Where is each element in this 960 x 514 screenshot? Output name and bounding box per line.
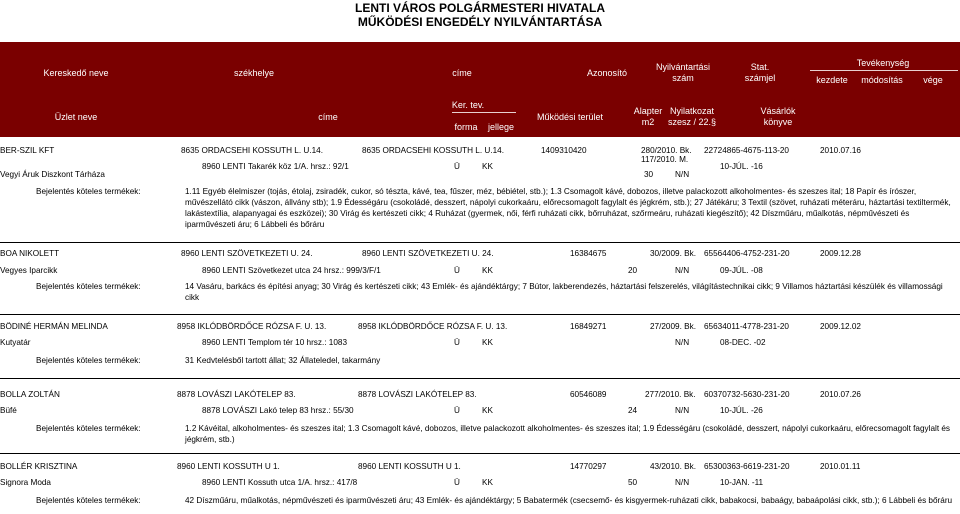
szekhely: 8958 IKLÓDBÖRDŐCE RÓZSA F. U. 13. <box>177 322 327 331</box>
kezdete: 2010.07.26 <box>820 390 861 399</box>
azonosito: 16384675 <box>570 249 607 258</box>
stat-szamjel: 60370732-5630-231-20 <box>704 390 790 399</box>
vasarlok-konyve: 10-JÚL. -26 <box>720 406 763 415</box>
kereskedo-name: BOLLA ZOLTÁN <box>0 390 60 399</box>
vasarlok-konyve: 09-JÚL. -08 <box>720 266 763 275</box>
vasarlok-konyve: 10-JAN. -11 <box>720 478 764 487</box>
cim: 8635 ORDACSEHI KOSSUTH L. U.14. <box>362 146 504 155</box>
cim: 8960 LENTI SZÖVETKEZETI U. 24. <box>362 249 494 258</box>
stat-szamjel: 65300363-6619-231-20 <box>704 462 790 471</box>
nyilv-szam: 280/2010. Bk. <box>641 146 692 155</box>
termekek-text: 42 Díszműáru, műalkotás, népművészeti és iparművészeti áru; 43 Emlék- és ajándéktárgy; 5 Babatermék (csecsemő- és kisgyermek-ruházati cikk, babakocsi, babaágy, babaápolási cikk, stb.); 6 Lábbeli és bőráru <box>185 496 953 505</box>
nyilv-szam: 43/2010. Bk. <box>650 462 696 471</box>
vasarlok-konyve: 10-JÚL. -16 <box>720 162 763 171</box>
uzlet-cim: 8960 LENTI Takarék köz 1/A. hrsz.: 92/1 <box>202 162 349 171</box>
stat-szamjel: 65634011-4778-231-20 <box>704 322 789 331</box>
azonosito: 60546089 <box>570 390 607 399</box>
col-nyilatkozat: Nyilatkozat <box>669 106 715 116</box>
page-title: LENTI VÁROS POLGÁRMESTERI HIVATALA <box>354 1 605 15</box>
col-jellege: jellege <box>487 122 515 132</box>
jelleg: KK <box>482 338 493 347</box>
col-vasarlok-konyve: könyve <box>763 117 793 127</box>
kezdete: 2009.12.28 <box>820 249 861 258</box>
bejelentes-label: Bejelentés köteles termékek: <box>36 282 141 291</box>
page-subtitle: MŰKÖDÉSI ENGEDÉLY NYILVÁNTARTÁSA <box>357 15 603 29</box>
uzlet-cim: 8960 LENTI Kossuth utca 1/A. hrsz.: 417/8 <box>202 478 358 487</box>
nyilv-szam: 30/2009. Bk. <box>650 249 696 258</box>
record-divider <box>0 453 960 454</box>
record-divider <box>0 378 960 379</box>
col-vege: vége <box>923 75 943 85</box>
szekhely: 8960 LENTI KOSSUTH U 1. <box>177 462 280 471</box>
szekhely: 8878 LOVÁSZI LAKÓTELEP 83. <box>177 390 296 399</box>
cim: 8960 LENTI KOSSUTH U 1. <box>358 462 461 471</box>
nyilatkozat: N/N <box>675 170 690 179</box>
termekek-text: 14 Vasáru, barkács és építési anyag; 30 Virág és kertészeti cikk; 43 Emlék- és ajándéktárgy; 7 Bútor, lakberendezés, háztartási felszerelés, világítástechnikai cikk; 9 Villamos háztartási készülék és villamossági cikk <box>185 282 943 302</box>
kereskedo-name: BER-SZIL KFT <box>0 146 55 155</box>
nyilv-szam: 27/2009. Bk. <box>650 322 696 331</box>
col-cime: címe <box>452 68 472 78</box>
col-szekhelye: székhelye <box>233 68 275 78</box>
col-nyilvantartasi: Nyilvántartási <box>655 62 711 72</box>
uzlet-name: Vegyes Iparcikk <box>0 266 58 275</box>
azonosito: 1409310420 <box>541 146 587 155</box>
col-kereskedo-neve: Kereskedő neve <box>43 68 109 78</box>
jelleg: KK <box>482 162 493 171</box>
forma: Ü <box>454 338 460 347</box>
uzlet-name: Signora Moda <box>0 478 51 487</box>
stat-szamjel: 22724865-4675-113-20 <box>704 146 789 155</box>
bejelentes-label: Bejelentés köteles termékek: <box>36 187 141 196</box>
kereskedo-name: BOLLÉR KRISZTINA <box>0 462 78 471</box>
alapter: 24 <box>628 406 638 415</box>
kezdete: 2010.01.11 <box>820 462 861 471</box>
stat-szamjel: 65564406-4752-231-20 <box>704 249 790 258</box>
uzlet-cim: 8960 LENTI Templom tér 10 hrsz.: 1083 <box>202 338 348 347</box>
col-kezdete: kezdete <box>816 75 848 85</box>
nyilv-szam: 277/2010. Bk. <box>645 390 696 399</box>
nyilatkozat: N/N <box>675 338 690 347</box>
col-vasarlok: Vásárlók <box>760 106 796 116</box>
bejelentes-label: Bejelentés köteles termékek: <box>36 356 141 365</box>
col-uzlet-cime: címe <box>318 112 338 122</box>
nyilatkozat: N/N <box>675 266 690 275</box>
col-nyilatkozat-szesz: szesz / 22.§ <box>667 117 717 127</box>
uzlet-name: Büfé <box>0 406 17 415</box>
col-alapter: Alapter <box>633 106 663 116</box>
col-mukodesi-terulet: Működési terület <box>536 112 604 122</box>
kereskedo-name: BOA NIKOLETT <box>0 249 60 258</box>
termekek-text: 31 Kedvtelésből tartott állat; 32 Állateledel, takarmány <box>185 356 381 365</box>
uzlet-cim: 8878 LOVÁSZI Lakó telep 83 hrsz.: 55/30 <box>202 406 354 415</box>
bejelentes-label: Bejelentés köteles termékek: <box>36 424 141 433</box>
col-forma: forma <box>454 122 478 132</box>
jelleg: KK <box>482 478 493 487</box>
termekek-text: 1.2 Kávéital, alkoholmentes- és szeszes ital; 1.3 Csomagolt kávé, dobozos, illetve palackozott alkoholmentes- és szeszes ital; 1.9 Édességáru (csokoládé, desszert, nápolyi cukorkaáru, előrecsomagolt fagylalt és jégkrém, stb.) <box>185 424 951 444</box>
azonosito: 16849271 <box>570 322 607 331</box>
record-divider <box>0 314 960 315</box>
uzlet-name: Kutyatár <box>0 338 31 347</box>
nyilv-szam-2: 117/2010. M. <box>641 155 689 164</box>
szekhely: 8635 ORDACSEHI KOSSUTH L. U.14. <box>181 146 323 155</box>
uzlet-cim: 8960 LENTI Szövetkezet utca 24 hrsz.: 999/3/F/1 <box>202 266 381 275</box>
alapter: 30 <box>644 170 654 179</box>
alapter: 20 <box>628 266 638 275</box>
col-stat: Stat. <box>750 62 770 72</box>
col-modositas: módosítás <box>861 75 903 85</box>
col-ker-tev: Ker. tev. <box>451 100 485 110</box>
forma: Ü <box>454 406 460 415</box>
kezdete: 2010.07.16 <box>820 146 861 155</box>
col-nyilvantartasi-szam: szám <box>672 73 694 83</box>
cim: 8878 LOVÁSZI LAKÓTELEP 83. <box>358 390 477 399</box>
bejelentes-label: Bejelentés köteles termékek: <box>36 496 141 505</box>
kereskedo-name: BÖDINÉ HERMÁN MELINDA <box>0 322 108 331</box>
col-tevekenyseg: Tevékenység <box>856 58 910 68</box>
kezdete: 2009.12.02 <box>820 322 861 331</box>
table-header <box>0 42 960 137</box>
nyilatkozat: N/N <box>675 478 690 487</box>
col-azonosito: Azonosító <box>586 68 628 78</box>
forma: Ü <box>454 478 460 487</box>
uzlet-name: Vegyi Áruk Diszkont Tárháza <box>0 170 105 179</box>
ker-tev-divider <box>452 112 516 113</box>
alapter: 50 <box>628 478 638 487</box>
col-uzlet-neve: Üzlet neve <box>54 112 98 122</box>
record-divider <box>0 242 960 243</box>
tevekenyseg-divider <box>810 70 958 71</box>
vasarlok-konyve: 08-DEC. -02 <box>720 338 766 347</box>
forma: Ü <box>454 162 460 171</box>
termekek-text: 1.11 Egyéb élelmiszer (tojás, étolaj, zsiradék, cukor, só tészta, kávé, tea, fűszer, méz, bébiétel, stb.); 1.3 Csomagolt kávé, dobozos, illetve palackozott alkoholmentes- és szeszes ital; 18 Papír és írószer, művészellátó cikk (vászon, állvány stb); 1.9 Édességáru (csokoládé, desszert, nápolyi cukorkaáru, előrecsomagolt fagylalt és jégkrém, stb.); 27 Játékáru; 3 Textil (szövet, ruházati méteráru, háztartási textiltermék, lakástextília, alapanyagai és eszközei); 30 Virág és kertészeti cikk; 4 Ruházat (gyermek, női, férfi ruházati cikk, bőrruházat, szőrmeáru, ruházati kiegészítő); 42 Díszműáru, műalkotás, népművészeti és iparművészeti áru; 6 Lábbeli és bőráru <box>185 187 951 229</box>
nyilatkozat: N/N <box>675 406 690 415</box>
forma: Ü <box>454 266 460 275</box>
jelleg: KK <box>482 406 493 415</box>
szekhely: 8960 LENTI SZÖVETKEZETI U. 24. <box>181 249 313 258</box>
jelleg: KK <box>482 266 493 275</box>
cim: 8958 IKLÓDBÖRDŐCE RÓZSA F. U. 13. <box>358 322 508 331</box>
azonosito: 14770297 <box>570 462 607 471</box>
col-stat-szamjel: számjel <box>744 73 776 83</box>
col-alapter-m2: m2 <box>641 117 655 127</box>
